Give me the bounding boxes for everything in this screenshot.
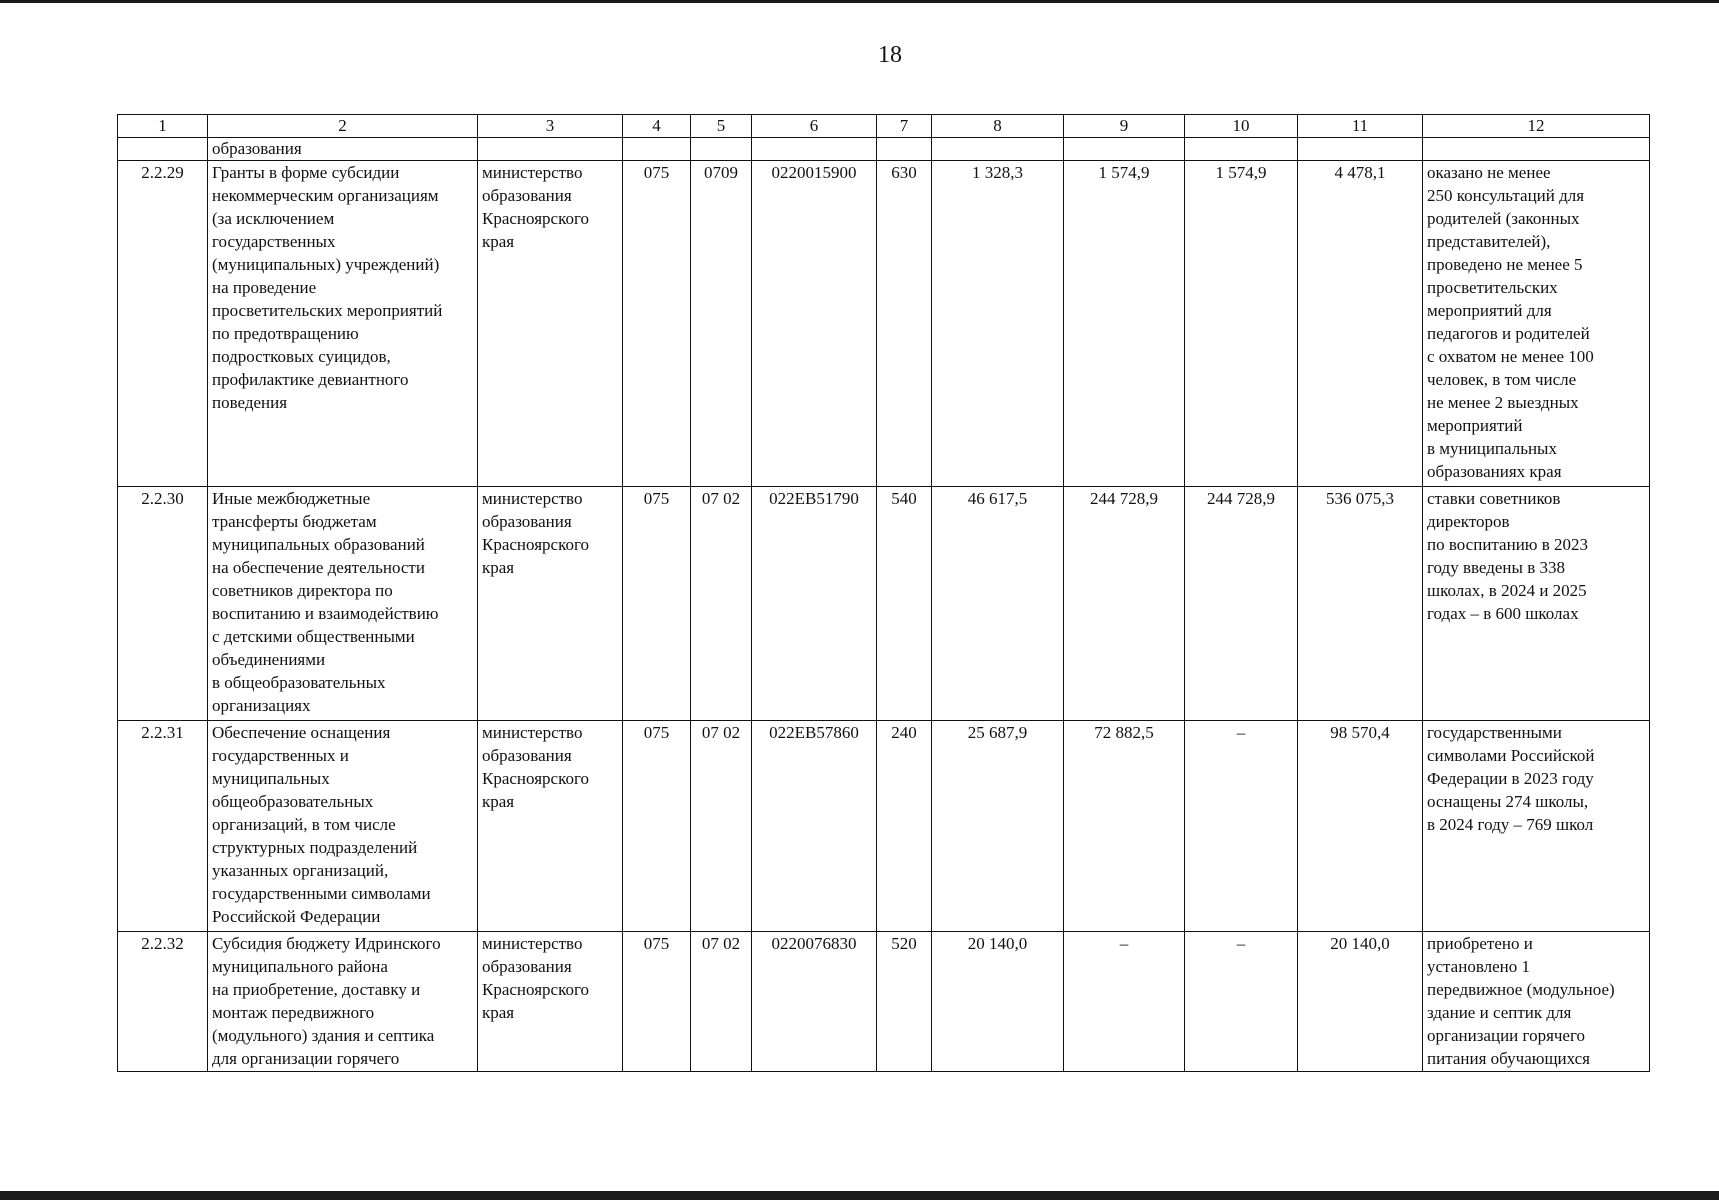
- table-row: [118, 161, 1650, 487]
- row-number-cell: 2.2.30: [118, 487, 208, 721]
- result-cell: ставки советников директоров по воспитанию в 2023 году введены в 338 школах, в 2024 и 2025 годах – в 600 школах: [1423, 487, 1650, 721]
- year-2025-cell: –: [1185, 721, 1298, 932]
- year-2024-cell: 244 728,9: [1064, 487, 1185, 721]
- csr-cell: 022ЕВ51790: [752, 487, 877, 721]
- vr-cell: 520: [877, 932, 932, 1072]
- executor-cell: министерство образования Красноярского края: [478, 932, 623, 1072]
- grbs-cell: 075: [623, 487, 691, 721]
- grbs-cell: 075: [623, 721, 691, 932]
- column-header: 12: [1423, 115, 1650, 138]
- csr-cell: 0220015900: [752, 161, 877, 487]
- year-2024-cell: 72 882,5: [1064, 721, 1185, 932]
- year-2024-cell: 1 574,9: [1064, 161, 1185, 487]
- row-number-cell: 2.2.32: [118, 932, 208, 1072]
- table-header-row: [118, 115, 1650, 138]
- result-cell: приобретено и установлено 1 передвижное (модульное) здание и септик для организации горячего питания обучающихся: [1423, 932, 1650, 1072]
- executor-cell: министерство образования Красноярского края: [478, 721, 623, 932]
- budget-table: [117, 114, 1650, 1072]
- row-number-cell: 2.2.29: [118, 161, 208, 487]
- page-number: 18: [878, 42, 902, 68]
- description-cell: Обеспечение оснащения государственных и муниципальных общеобразовательных организаций, в том числе структурных подразделений указанных организаций, государственными символами Российской Федерации: [208, 721, 478, 932]
- rzpr-cell: 07 02: [691, 932, 752, 1072]
- executor-cell: министерство образования Красноярского края: [478, 161, 623, 487]
- description-cell: Гранты в форме субсидии некоммерческим организациям (за исключением государственных (муниципальных) учреждений) на проведение просветительских мероприятий по предотвращению подростковых суицидов, профилактике девиантного поведения: [208, 161, 478, 487]
- column-header: 3: [478, 115, 623, 138]
- total-cell: 4 478,1: [1298, 161, 1423, 487]
- description-cell: Иные межбюджетные трансферты бюджетам муниципальных образований на обеспечение деятельности советников директора по воспитанию и взаимодействию с детскими общественными объединениями в общеобразовательных организациях: [208, 487, 478, 721]
- rzpr-cell: 0709: [691, 161, 752, 487]
- result-cell: [1423, 138, 1650, 161]
- description-cell: образования: [208, 138, 478, 161]
- total-cell: 536 075,3: [1298, 487, 1423, 721]
- rzpr-cell: [691, 138, 752, 161]
- result-cell: государственными символами Российской Федерации в 2023 году оснащены 274 школы, в 2024 году – 769 школ: [1423, 721, 1650, 932]
- column-header: 4: [623, 115, 691, 138]
- scan-edge-top: [0, 0, 1719, 3]
- year-2025-cell: 1 574,9: [1185, 161, 1298, 487]
- scan-edge-bottom: [0, 1191, 1719, 1200]
- csr-cell: [752, 138, 877, 161]
- executor-cell: министерство образования Красноярского края: [478, 487, 623, 721]
- column-header: 10: [1185, 115, 1298, 138]
- total-cell: [1298, 138, 1423, 161]
- grbs-cell: [623, 138, 691, 161]
- result-cell: оказано не менее 250 консультаций для родителей (законных представителей), проведено не менее 5 просветительских мероприятий для педагогов и родителей с охватом не менее 100 человек, в том числе не менее 2 выездных мероприятий в муниципальных образованиях края: [1423, 161, 1650, 487]
- column-header: 9: [1064, 115, 1185, 138]
- column-header: 11: [1298, 115, 1423, 138]
- table-row: [118, 721, 1650, 932]
- total-cell: 98 570,4: [1298, 721, 1423, 932]
- year-2023-cell: 1 328,3: [932, 161, 1064, 487]
- csr-cell: 022ЕВ57860: [752, 721, 877, 932]
- column-header: 1: [118, 115, 208, 138]
- year-2025-cell: –: [1185, 932, 1298, 1072]
- year-2023-cell: 46 617,5: [932, 487, 1064, 721]
- year-2025-cell: [1185, 138, 1298, 161]
- row-number-cell: 2.2.31: [118, 721, 208, 932]
- vr-cell: 240: [877, 721, 932, 932]
- grbs-cell: 075: [623, 932, 691, 1072]
- year-2023-cell: 20 140,0: [932, 932, 1064, 1072]
- description-cell: Субсидия бюджету Идринского муниципального района на приобретение, доставку и монтаж передвижного (модульного) здания и септика для организации горячего: [208, 932, 478, 1072]
- year-2025-cell: 244 728,9: [1185, 487, 1298, 721]
- year-2023-cell: 25 687,9: [932, 721, 1064, 932]
- continuation-row: [118, 138, 1650, 161]
- year-2023-cell: [932, 138, 1064, 161]
- column-header: 2: [208, 115, 478, 138]
- year-2024-cell: –: [1064, 932, 1185, 1072]
- table-row: [118, 932, 1650, 1072]
- vr-cell: [877, 138, 932, 161]
- row-number-cell: [118, 138, 208, 161]
- year-2024-cell: [1064, 138, 1185, 161]
- rzpr-cell: 07 02: [691, 487, 752, 721]
- column-header: 5: [691, 115, 752, 138]
- total-cell: 20 140,0: [1298, 932, 1423, 1072]
- column-header: 7: [877, 115, 932, 138]
- vr-cell: 630: [877, 161, 932, 487]
- table-row: [118, 487, 1650, 721]
- csr-cell: 0220076830: [752, 932, 877, 1072]
- rzpr-cell: 07 02: [691, 721, 752, 932]
- grbs-cell: 075: [623, 161, 691, 487]
- vr-cell: 540: [877, 487, 932, 721]
- column-header: 8: [932, 115, 1064, 138]
- column-header: 6: [752, 115, 877, 138]
- executor-cell: [478, 138, 623, 161]
